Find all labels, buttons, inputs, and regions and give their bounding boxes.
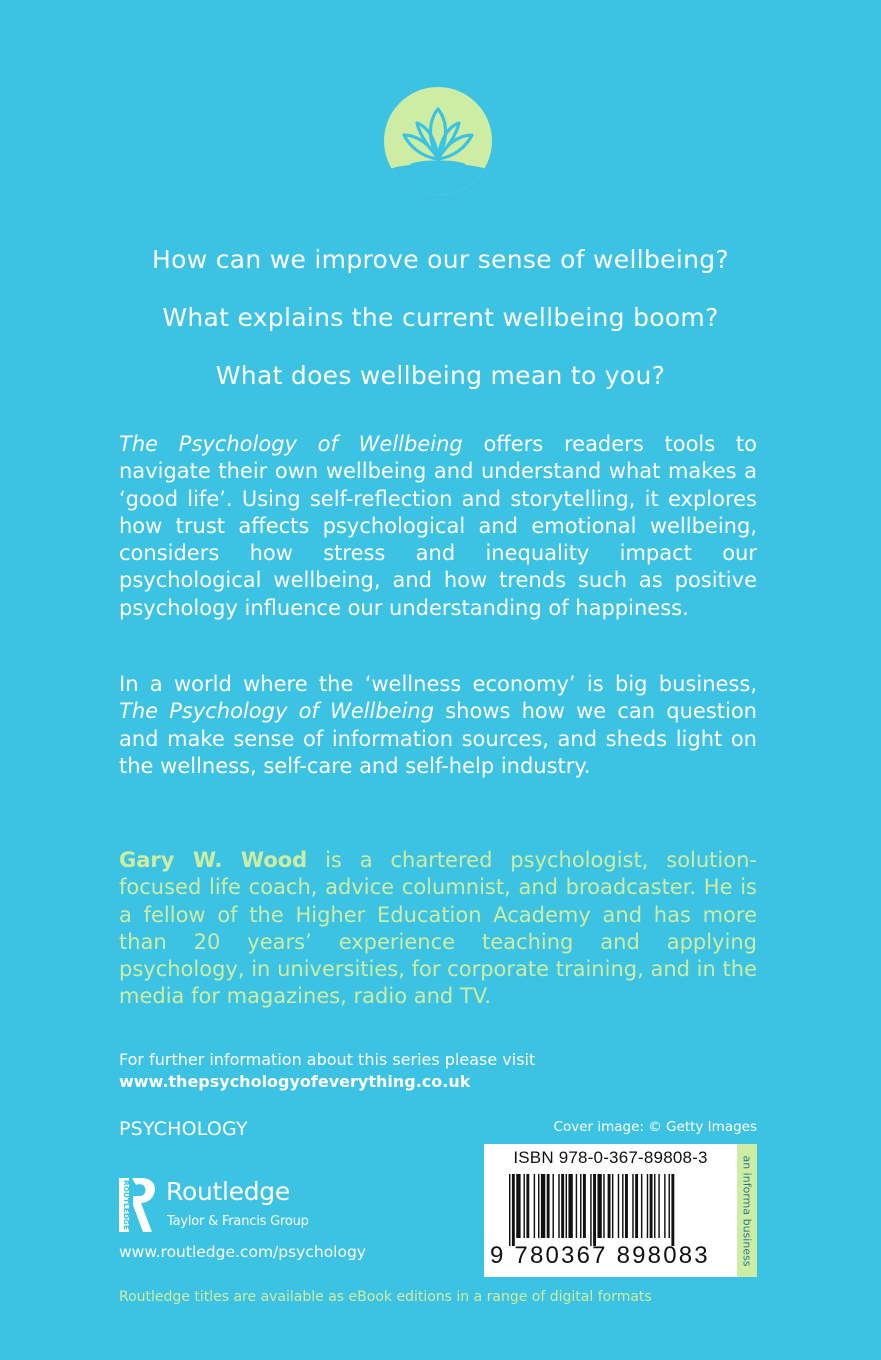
category-label: PSYCHOLOGY <box>119 1118 248 1140</box>
blurb-2-before: In a world where the ‘wellness economy’ is big business, <box>119 672 757 696</box>
isbn-text: ISBN 978-0-367-89808-3 <box>513 1148 708 1167</box>
question-1: How can we improve our sense of wellbeing? <box>152 245 729 274</box>
barcode <box>484 1144 737 1277</box>
routledge-logo-icon <box>119 1176 159 1234</box>
lotus-logo-icon <box>384 87 492 195</box>
publisher-name: Routledge <box>166 1177 290 1206</box>
informa-strip <box>737 1144 757 1277</box>
blurb-paragraph-1 <box>119 431 757 622</box>
question-2: What explains the current wellbeing boom? <box>162 303 719 332</box>
blurb-2-after: shows how we can question and make sense of information sources, and sheds light on the wellness, self-care and self-help industry. <box>119 699 757 778</box>
book-title: The Psychology of Wellbeing <box>119 699 435 724</box>
series-info-line: For further information about this series please visit <box>119 1050 536 1069</box>
publisher-logo <box>119 1176 379 1236</box>
series-url-link[interactable]: www.thepsychologyofeverything.co.uk <box>119 1072 471 1091</box>
series-info <box>119 1049 535 1093</box>
blurb-1-text: offers readers tools to navigate their own wellbeing and understand what makes a ‘good life’. Using self-reflection and storytelling, it explores how trust affects psychological and emotional wellbeing, considers how stress and inequality impact our psychological wellbeing, and how trends such as positive psychology influence our understanding of happiness. <box>119 432 757 620</box>
cover-credit: Cover image: © Getty Images <box>553 1119 757 1135</box>
blurb-paragraph-2 <box>119 671 757 780</box>
barcode-icon <box>509 1174 717 1246</box>
publisher-group: Taylor & Francis Group <box>167 1214 309 1229</box>
question-3: What does wellbeing mean to you? <box>215 361 666 390</box>
author-name: Gary W. Wood <box>119 848 308 872</box>
barcode-digits: 9 780367 898083 <box>490 1242 710 1269</box>
ebook-note: Routledge titles are available as eBook editions in a range of digital formats <box>119 1289 652 1305</box>
publisher-web-link[interactable]: www.routledge.com/psychology <box>119 1243 366 1261</box>
author-bio-text: is a chartered psychologist, solution-focused life coach, advice columnist, and broadcaster. He is a fellow of the Higher Education Academy and has more than 20 years’ experience teaching and applying psychology, in universities, for corporate training, and in the media for magazines, radio and TV. <box>119 848 757 1009</box>
book-title: The Psychology of Wellbeing <box>119 432 463 456</box>
informa-label: an informa business <box>740 1154 754 1267</box>
questions-block <box>0 240 881 396</box>
routledge-logo-text: ROUTLEDGE <box>122 1180 131 1231</box>
author-bio <box>119 847 757 1011</box>
